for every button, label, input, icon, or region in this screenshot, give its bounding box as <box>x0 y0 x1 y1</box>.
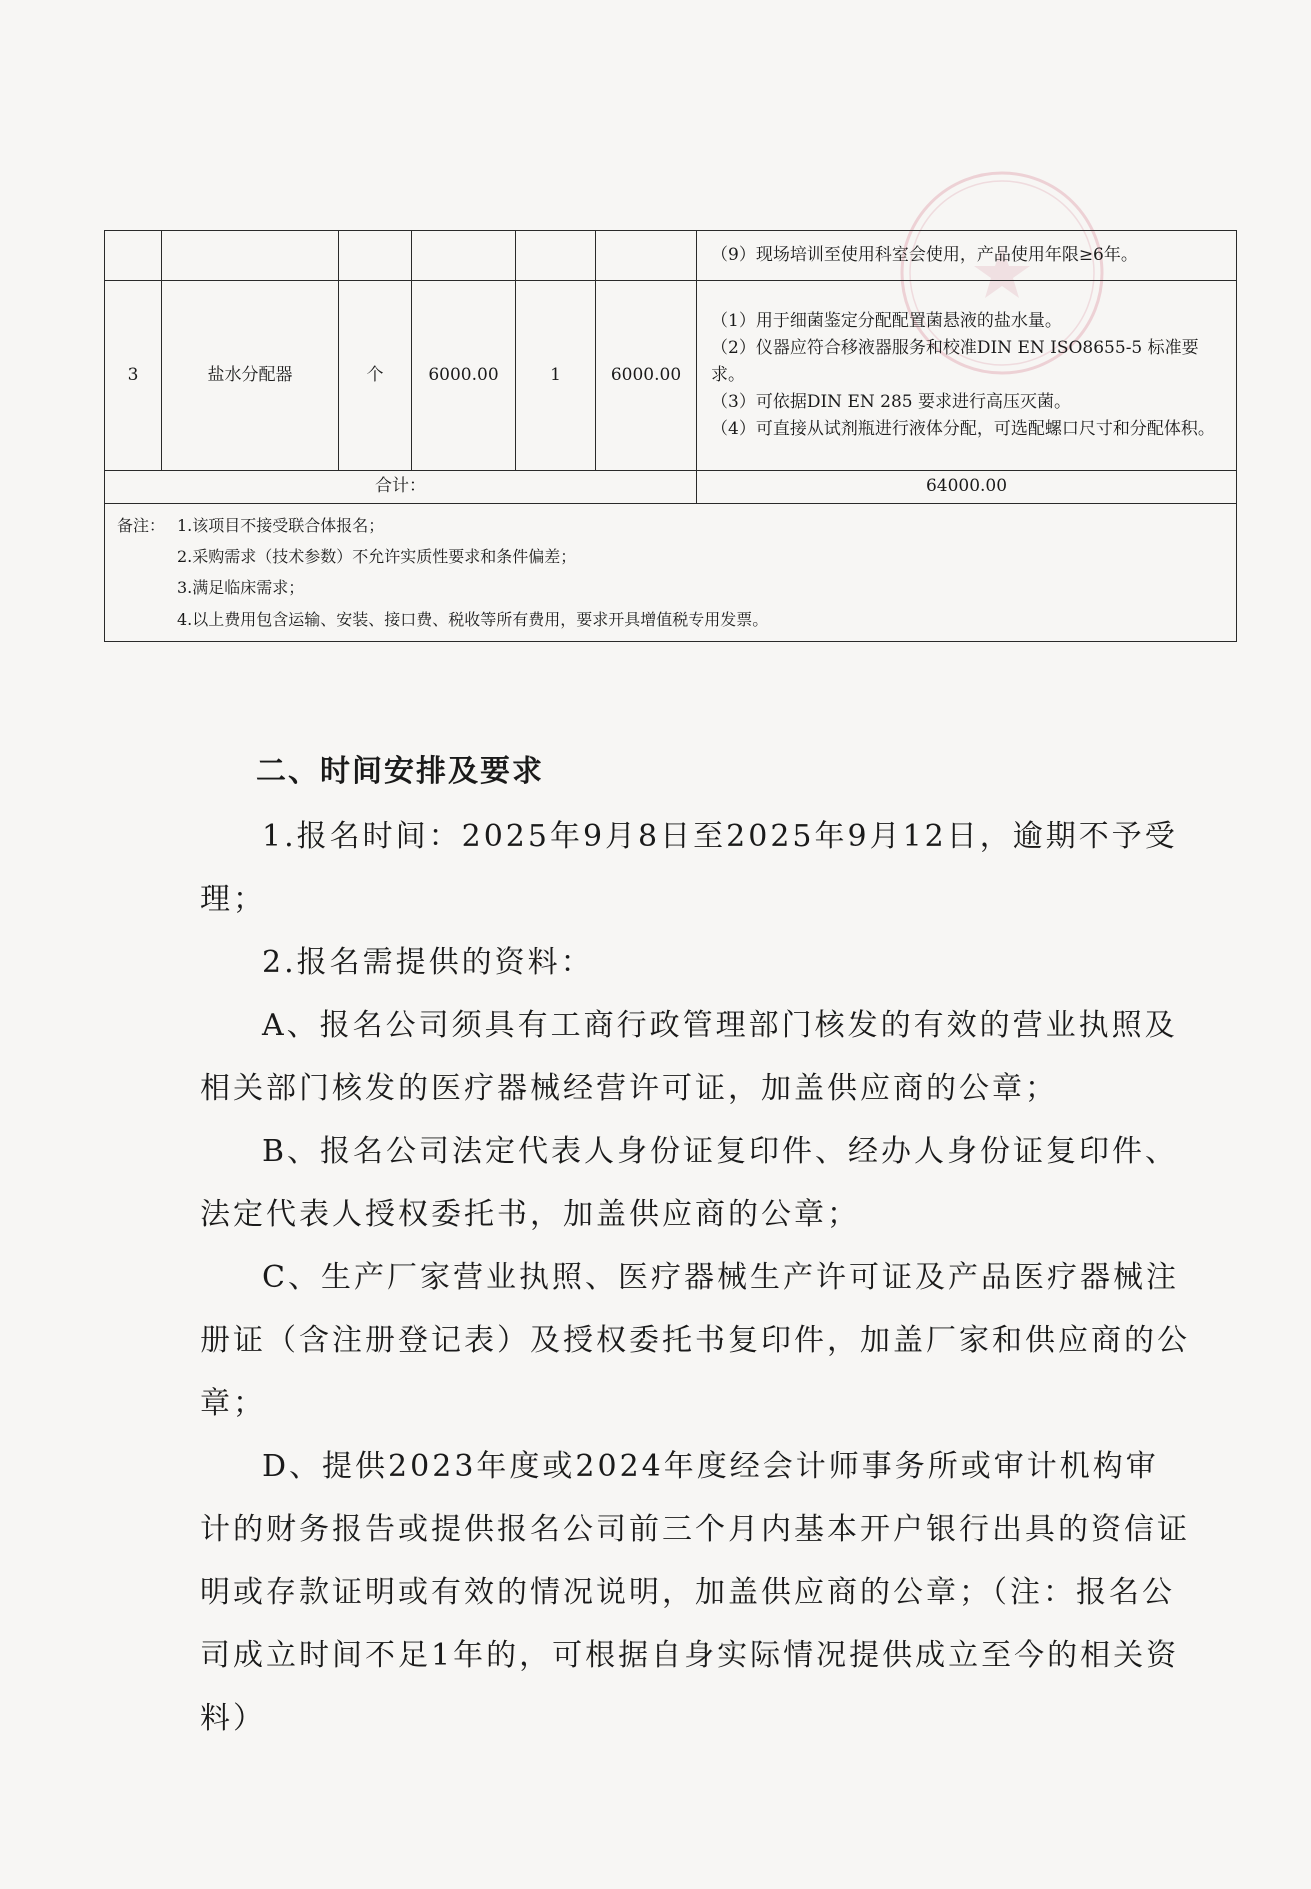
note-item: 1.该项目不接受联合体报名； <box>177 516 385 535</box>
paragraph-c: C、生产厂家营业执照、医疗器械生产许可证及产品医疗器械注册证（含注册登记表）及授权委托书复印件，加盖厂家和供应商的公章； <box>200 1260 1190 1421</box>
requirement-cell: （9）现场培训至使用科室会使用，产品使用年限≥6年。 <box>697 231 1237 281</box>
item-no: 3 <box>105 281 162 471</box>
requirement-line: （2）仪器应符合移液器服务和校准DIN EN ISO8655-5 标准要求。 <box>711 337 1199 385</box>
table-row-total <box>105 471 1237 504</box>
note-item: 2.采购需求（技术参数）不允许实质性要求和条件偏差； <box>177 547 577 567</box>
paragraph-materials: 2.报名需提供的资料： <box>262 945 594 980</box>
item-unit: 个 <box>339 281 412 471</box>
paragraph-registration-time: 1.报名时间：2025年9月8日至2025年9月12日，逾期不予受理； <box>200 819 1178 917</box>
requirement-line: （4）可直接从试剂瓶进行液体分配，可选配螺口尺寸和分配体积。 <box>711 419 1215 440</box>
item-total: 6000.00 <box>596 281 697 471</box>
requirement-line: （1）用于细菌鉴定分配配置菌悬液的盐水量。 <box>711 310 1062 331</box>
requirement-line: （3）可依据DIN EN 285 要求进行高压灭菌。 <box>711 392 1071 413</box>
item-name: 盐水分配器 <box>162 281 339 471</box>
paragraph-a: A、报名公司须具有工商行政管理部门核发的有效的营业执照及相关部门核发的医疗器械经营许可证，加盖供应商的公章； <box>200 1008 1178 1106</box>
note-item: 4.以上费用包含运输、安装、接口费、税收等所有费用，要求开具增值税专用发票。 <box>177 609 769 629</box>
notes-label: 备注： <box>117 516 166 535</box>
total-label: 合计： <box>105 471 697 504</box>
table-row-item-3 <box>105 281 1237 471</box>
item-qty: 1 <box>516 281 596 471</box>
paragraph-d: D、提供2023年度或2024年度经会计师事务所或审计机构审计的财务报告或提供报名公司前三个月内基本开户银行出具的资信证明或存款证明或有效的情况说明，加盖供应商的公章；（注：报名公司成立时间不足1年的，可根据自身实际情况提供成立至今的相关资料） <box>200 1449 1190 1736</box>
section-heading: 二、时间安排及要求 <box>256 754 544 789</box>
total-value: 64000.00 <box>697 471 1237 504</box>
item-unit-price: 6000.00 <box>412 281 516 471</box>
table-row-previous <box>105 231 1237 281</box>
procurement-spec-table <box>104 230 1237 642</box>
paragraph-b: B、报名公司法定代表人身份证复印件、经办人身份证复印件、法定代表人授权委托书，加盖供应商的公章； <box>200 1134 1179 1232</box>
notes-cell <box>105 504 1237 642</box>
note-item: 3.满足临床需求； <box>177 578 305 598</box>
table-row-notes <box>105 504 1237 642</box>
requirements-cell <box>697 281 1237 471</box>
schedule-section <box>200 740 1190 1750</box>
